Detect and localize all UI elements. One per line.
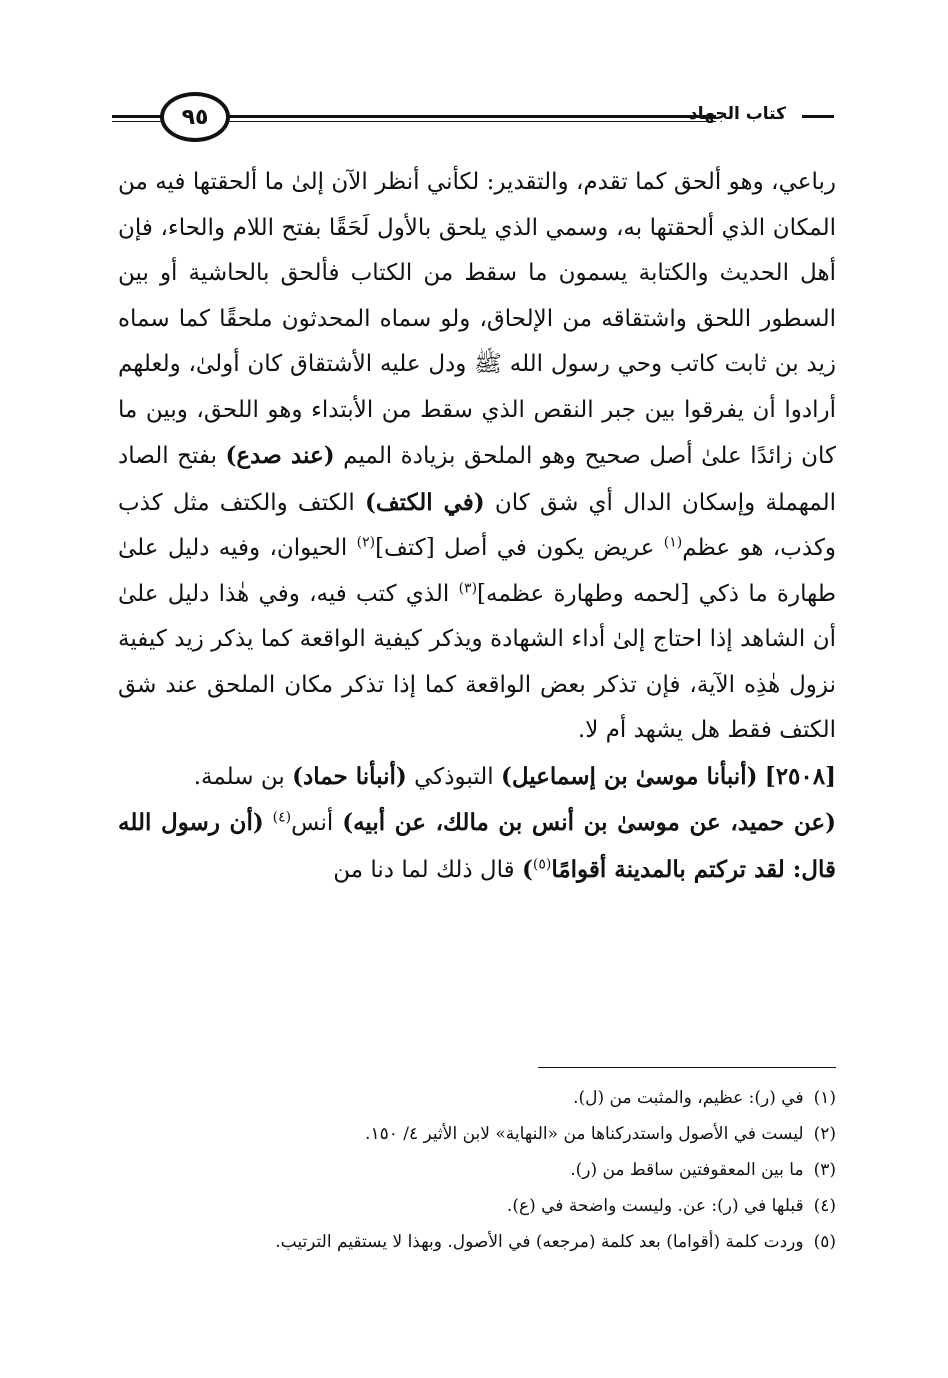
- bold-phrase: (عن حميد، عن موسىٰ بن أنس بن مالك، عن أبيه): [342, 809, 837, 836]
- footnote-text: ما بين المعقوفتين ساقط من (ر).: [570, 1160, 804, 1180]
- text-run: التبوذكي: [414, 763, 494, 790]
- footnote-text: قبلها في (ر): عن. وليست واضحة في (ع).: [506, 1196, 804, 1216]
- footnote-number: (٥): [813, 1232, 836, 1252]
- text-run: أنس: [291, 810, 334, 836]
- bold-phrase: (في الكتف): [364, 488, 485, 516]
- footnote-ref: (٢): [356, 534, 376, 551]
- bold-phrase: (أنبأنا موسىٰ بن إسماعيل): [500, 762, 758, 790]
- footnotes: [110, 1080, 836, 1260]
- header-rule-end: [802, 115, 834, 118]
- text-run: قال ذلك لما دنا من: [333, 856, 515, 883]
- footnote-number: (٤): [813, 1196, 836, 1216]
- footnote-number: (٣): [813, 1160, 836, 1180]
- footnote-item: [110, 1224, 836, 1260]
- footnote-item: [110, 1116, 836, 1152]
- header-rule-right: [226, 115, 716, 118]
- bold-phrase: ): [521, 855, 533, 883]
- paragraph-hadith-number: [118, 754, 836, 801]
- text-run: الكتف والكتف مثل كذب وكذب، هو عظم: [118, 489, 837, 561]
- text-run: بفتح الصاد المهملة وإسكان الدال أي شق كان: [118, 443, 837, 516]
- bold-phrase: (عند صدع): [225, 442, 335, 469]
- footnote-number: (٢): [813, 1124, 836, 1144]
- hadith-number: [٢٥٠٨]: [764, 762, 836, 790]
- header-rule-left: [112, 115, 164, 118]
- footnote-separator: [538, 1067, 836, 1068]
- page-number: ٩٥: [160, 92, 230, 142]
- book-title: كتاب الجهاد: [688, 104, 786, 124]
- text-run: الذي كتب فيه، وفي هٰذا دليل علىٰ أن الشاهد إذا احتاج إلىٰ أداء الشهادة ويذكر كيفية الواقعة كما يذكر زيد كيفية نزول هٰذِه الآية، فإن تذكر بعض الواقعة كما إذا تذكر مكان الملحق عند شق الكتف فقط هل يشهد أم لا.: [118, 580, 836, 743]
- text-run: الحيوان، وفيه دليل علىٰ طهارة ما ذكي [لحمه وطهارة عظمه]: [118, 535, 836, 607]
- footnote-text: ليست في الأصول واستدركناها من «النهاية» لابن الأثير ٤/ ١٥٠.: [365, 1124, 804, 1144]
- footnote-ref: (٥): [532, 855, 552, 872]
- paragraph-hadith-text: [118, 800, 836, 893]
- footnote-item: [110, 1188, 836, 1224]
- footnote-item: [110, 1152, 836, 1188]
- header-rule-right-thin: [226, 121, 716, 122]
- footnote-ref: (٣): [458, 579, 478, 596]
- text-run: عريض يكون في أصل [كتف]: [375, 535, 655, 561]
- header-rule-left-thin: [112, 121, 164, 122]
- footnote-text: في (ر): عظيم، والمثبت من (ل).: [573, 1088, 804, 1108]
- bold-phrase: (أنبأنا حماد): [292, 762, 407, 790]
- page-header: [112, 92, 834, 148]
- footnote-ref: (١): [663, 534, 683, 551]
- footnote-ref: (٤): [272, 809, 292, 826]
- footnote-item: [110, 1080, 836, 1116]
- main-text: [118, 160, 836, 893]
- text-run: بن سلمة.: [193, 763, 285, 790]
- footnote-text: وردت كلمة (أقواما) بعد كلمة (مرجعه) في الأصول. وبهذا لا يستقيم الترتيب.: [275, 1232, 804, 1252]
- text-run: رباعي، وهو ألحق كما تقدم، والتقدير: لكأني أنظر الآن إلىٰ ما ألحقتها فيه من المكان الذي ألحقتها به، وسمي الذي يلحق بالأول لَحَقًا بفتح اللام والحاء، فإن أهل الحديث والكتابة يسمون ما سقط من الكتاب فألحق بالحاشية أو بين السطور اللحق واشتقاقه من الإلحاق، ولو سماه المحدثون ملحقًا كما سماه زيد بن ثابت كاتب وحي رسول الله ﷺ ودل عليه الأشتقاق كان أولىٰ، ولعلهم أرادوا أن يفرقوا بين جبر النقص الذي سقط من الأبتداء وهو اللحق، وبين ما كان زائدًا علىٰ أصل صحيح وهو الملحق بزيادة الميم: [118, 169, 836, 469]
- footnote-number: (١): [813, 1088, 836, 1108]
- bold-phrase: (أن رسول الله قال: لقد تركتم بالمدينة أقوامًا: [118, 809, 836, 883]
- paragraph-commentary: [118, 160, 836, 754]
